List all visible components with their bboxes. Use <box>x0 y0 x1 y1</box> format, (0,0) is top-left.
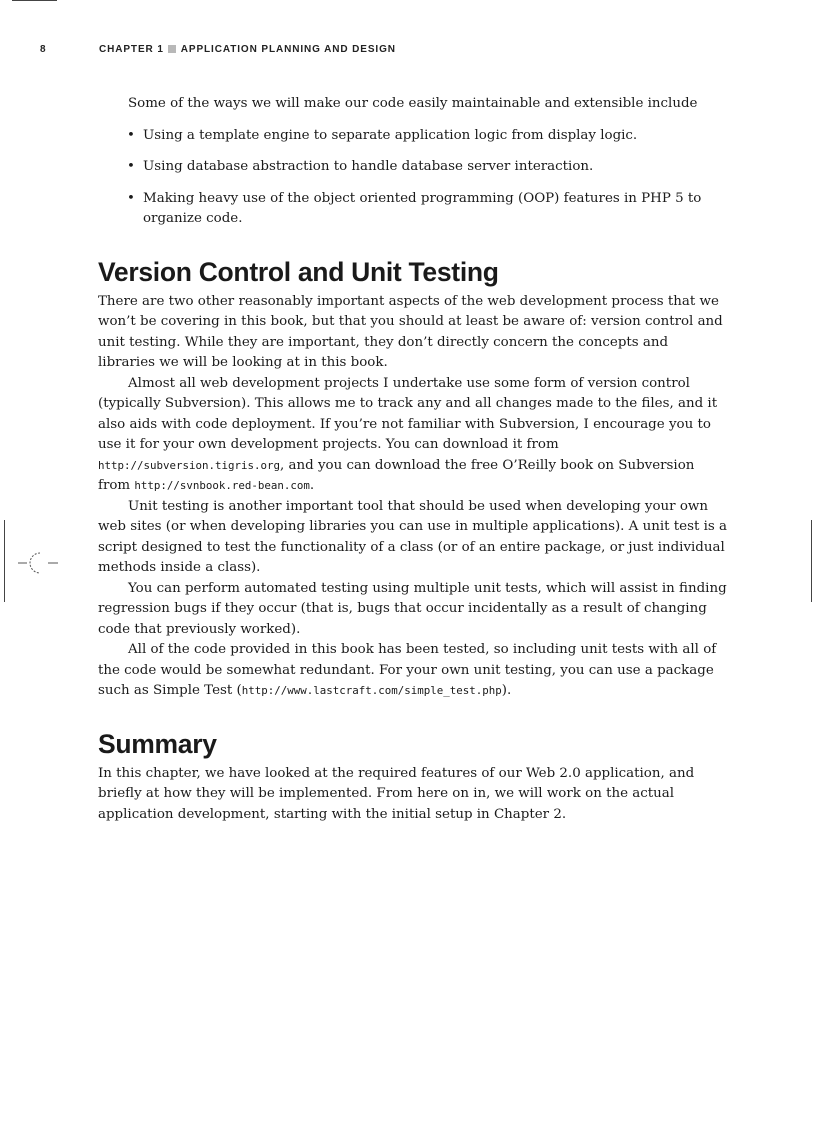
list-item-text: Making heavy use of the object oriented programming (OOP) features in PHP 5 to organize code. <box>143 190 702 226</box>
paragraph: There are two other reasonably important aspects of the web development process that we won’t be covering in this book, but that you should at least be aware of: version control and unit testing. While they are important, they don’t directly concern the concepts and libraries we will be looking at in this book. <box>98 293 723 370</box>
paragraph <box>98 640 728 702</box>
running-header <box>0 44 816 58</box>
section-heading-summary: Summary <box>98 728 217 759</box>
paragraph: You can perform automated testing using multiple unit tests, which will assist in finding regression bugs if they occur (that is, bugs that occur incidentally as a result of changing code that previously worked). <box>98 580 727 637</box>
page-body <box>98 94 728 825</box>
chapter-label <box>99 44 396 55</box>
subversion-url-link[interactable]: http://subversion.tigris.org <box>98 458 281 472</box>
paragraph-text: All of the code provided in this book has been tested, so including unit tests with all of the code would be somewhat redundant. For your own unit testing, you can use a package such as Simple Test ( <box>98 642 717 698</box>
chapter-title: APPLICATION PLANNING AND DESIGN <box>180 44 396 55</box>
margin-line-left <box>4 520 5 602</box>
section-heading-version-control: Version Control and Unit Testing <box>98 256 499 287</box>
paragraph <box>98 374 728 497</box>
list-item <box>98 157 728 178</box>
bullet-icon: • <box>127 159 135 174</box>
margin-line-right <box>811 520 812 602</box>
chapter-separator-icon <box>168 45 176 53</box>
list-item-text: Using a template engine to separate application logic from display logic. <box>143 127 638 143</box>
bullet-list <box>98 126 728 230</box>
registration-mark-icon <box>18 551 60 577</box>
crop-mark-top <box>12 0 57 1</box>
paragraph-text: , and you can download the free O’Reilly book on Subversion from <box>98 457 695 493</box>
list-item <box>98 126 728 147</box>
paragraph-text: Almost all web development projects I undertake use some form of version control (typically Subversion). This allows me to track any and all changes made to the files, and it also aids with code deployment. If you’re not familiar with Subversion, I encourage you to use it for your own development projects. You can download it from <box>98 375 718 452</box>
paragraph: In this chapter, we have looked at the required features of our Web 2.0 application, and briefly at how they will be implemented. From here on in, we will work on the actual application development, starting with the initial setup in Chapter 2. <box>98 765 695 822</box>
page-number: 8 <box>40 44 47 55</box>
bullet-icon: • <box>127 190 135 206</box>
paragraph-text: ). <box>501 683 512 698</box>
bullet-icon: • <box>127 127 135 143</box>
intro-paragraph: Some of the ways we will make our code easily maintainable and extensible include <box>128 96 698 111</box>
list-item-text: Using database abstraction to handle database server interaction. <box>143 159 594 174</box>
paragraph: Unit testing is another important tool that should be used when developing your own web sites (or when developing libraries you can use in multiple applications). A unit test is a script designed to test the functionality of a class (or of an entire package, or just individual methods inside a class). <box>98 498 727 575</box>
simpletest-url-link[interactable]: http://www.lastcraft.com/simple_test.php <box>241 684 502 697</box>
chapter-number: CHAPTER 1 <box>99 44 164 55</box>
paragraph-text: . <box>309 478 315 493</box>
svnbook-url-link[interactable]: http://svnbook.red-bean.com <box>134 479 310 492</box>
list-item <box>98 189 728 230</box>
